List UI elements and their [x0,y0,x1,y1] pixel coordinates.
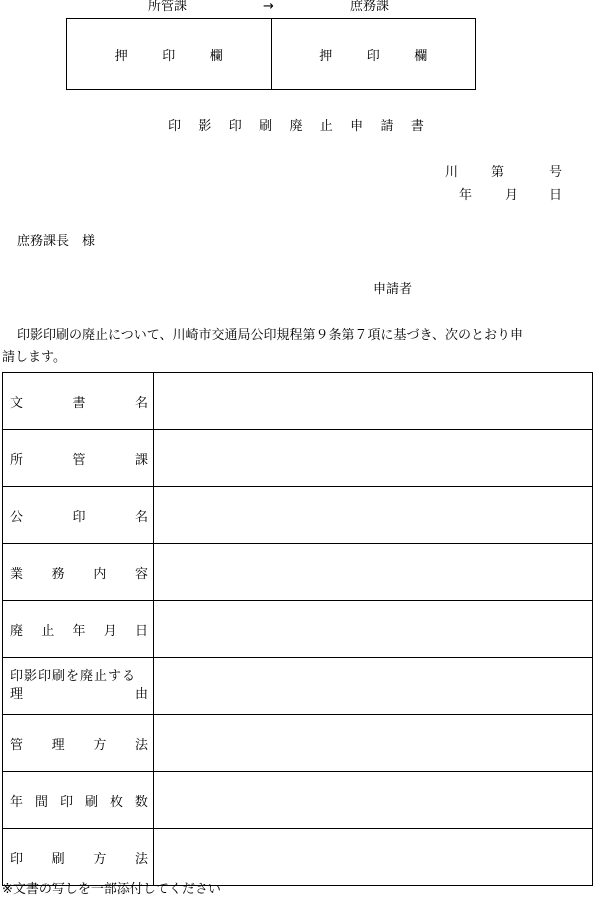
label-char: 数 [134,794,148,810]
label-line2 [10,686,148,704]
label-char: 月 [103,623,117,639]
title-char: 影 [198,119,212,134]
title-char: 刷 [259,119,273,134]
row-label [3,715,154,772]
seal-char: 印 [366,48,380,64]
title-char: 印 [168,119,182,134]
seal-char: 印 [162,48,176,64]
table-row [3,544,593,601]
addressee: 庶務課長 様 [17,234,96,249]
label-chars [10,620,148,639]
label-chars [10,449,148,468]
row-label [3,373,154,430]
row-value-cell[interactable] [154,487,593,544]
label-char: 印 [59,794,73,810]
label-char: 法 [134,851,148,867]
label-char: 間 [34,794,48,810]
label-char: 刷 [51,851,65,867]
title-char: 廃 [289,119,303,134]
routing-from-dept: 所管課 [148,0,188,14]
date-line [459,188,565,204]
seal-label [115,45,223,64]
row-value-cell[interactable] [154,829,593,886]
label-char: 容 [134,566,148,582]
seal-char: 押 [114,48,128,64]
date-char: 日 [549,188,563,203]
title-char: 印 [228,119,242,134]
applicant-label: 申請者 [373,282,413,297]
row-value-cell[interactable] [154,430,593,487]
table-row [3,658,593,715]
label-char: 名 [134,509,148,525]
row-label [3,658,154,715]
seal-char: 押 [319,48,333,64]
label-char: 所 [10,452,24,468]
footnote: ※文書の写しを一部添付してください [2,882,221,897]
label-char: 方 [93,737,107,753]
table-row [3,601,593,658]
label-char: 理 [51,737,65,753]
table-row [3,829,593,886]
seal-label [319,45,427,64]
label-char: 名 [134,395,148,411]
title-char: 請 [380,119,394,134]
routing-to-dept: 庶務課 [350,0,390,14]
label-char: 印 [72,509,86,525]
table-row [3,430,593,487]
label-chars [10,506,148,525]
label-char: 年 [72,623,86,639]
row-label [3,772,154,829]
seal-char: 欄 [414,48,428,64]
label-char: 公 [10,509,24,525]
doc-number-char: 号 [549,165,563,180]
label-chars [10,848,148,867]
label-char: 業 [10,566,24,582]
label-char: 印 [10,851,24,867]
label-char: 課 [134,452,148,468]
label-chars [10,563,148,582]
label-char: 由 [134,687,148,702]
label-char: 方 [93,851,107,867]
doc-number-char: 第 [491,165,505,180]
row-value-cell[interactable] [154,601,593,658]
label-char: 止 [41,623,55,639]
label-char: 年 [10,794,24,810]
row-value-cell[interactable] [154,715,593,772]
date-char: 年 [459,188,473,203]
label-char: 廃 [10,623,24,639]
date-char: 月 [505,188,519,203]
label-chars [10,734,148,753]
body-text-line1: 印影印刷の廃止について、川崎市交通局公印規程第９条第７項に基づき、次のとおり申 [17,328,523,343]
title-char: 書 [410,119,424,134]
row-value-cell[interactable] [154,544,593,601]
label-line1: 印影印刷を廃止する [10,669,137,684]
label-char: 書 [72,395,86,411]
row-label [3,487,154,544]
label-char: 日 [134,623,148,639]
seal-cell-general-affairs [271,19,476,89]
row-label [3,430,154,487]
title-char: 申 [350,119,364,134]
row-value-cell[interactable] [154,772,593,829]
row-label [3,829,154,886]
row-label [3,544,154,601]
doc-number-char: 川 [445,165,459,180]
label-char: 管 [72,452,86,468]
label-char: 文 [10,395,24,411]
seal-char: 欄 [209,48,223,64]
label-chars [10,791,148,810]
label-char: 務 [51,566,65,582]
row-label [3,601,154,658]
document-number [445,165,565,181]
row-value-cell[interactable] [154,658,593,715]
label-char: 理 [10,687,24,702]
label-char: 管 [10,737,24,753]
table-row [3,373,593,430]
document-title [168,119,424,135]
label-char: 刷 [84,794,98,810]
label-chars [10,392,148,411]
label-char: 枚 [109,794,123,810]
seal-box-row [66,18,476,90]
routing-arrow: → [263,0,274,14]
application-table [2,372,593,886]
title-char: 止 [319,119,333,134]
table-row [3,715,593,772]
label-char: 法 [134,737,148,753]
seal-cell-dept [67,19,271,89]
row-value-cell[interactable] [154,373,593,430]
table-row [3,487,593,544]
label-char: 内 [93,566,107,582]
table-row [3,772,593,829]
body-text-line2: 請します。 [2,350,66,365]
